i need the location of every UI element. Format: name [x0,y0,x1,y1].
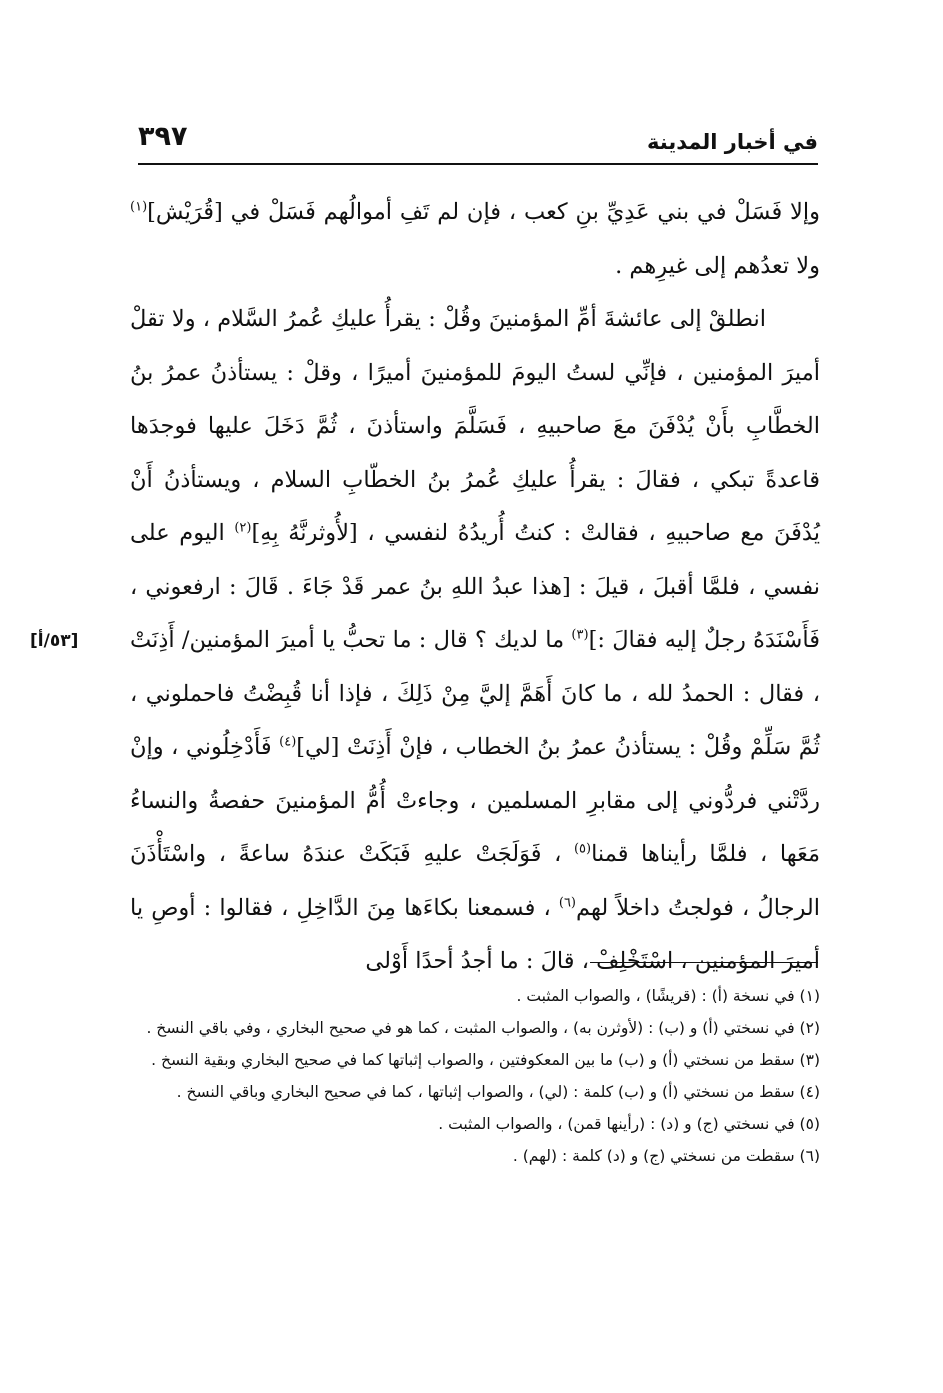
footnote-1: (١) في نسخة (أ) : (قريشًا) ، والصواب المثبت . [516,987,820,1005]
footnotes-list [130,980,820,1172]
footnote-separator [590,962,818,963]
footnote-ref-6: (٦) [558,895,576,910]
paragraph-2-text-4: فَأَدْخِلُوني ، وإنْ ردَّتْني فردُّوني إلى مقابرِ المسلمين ، وجاءتْ أُمُّ المؤمنينَ حفصةُ والنساءُ مَعَها ، فلمَّا رأيناها قمنا [130,734,820,867]
running-title: في أخبار المدينة [647,130,818,154]
page-header [138,120,818,160]
footnote-ref-5: (٥) [573,841,592,857]
paragraph-1 [130,186,820,293]
header-rule [138,163,818,165]
page-number: ٣٩٧ [138,121,188,152]
paragraph-1-text: وإلا فَسَلْ في بني عَدِيِّ بنِ كعب ، فإن لم تَفِ أموالُهم فَسَلْ في [قُرَيْش] [147,199,820,225]
paragraph-2-text-2: اليوم على نفسي ، فلمَّا أقبلَ ، قيلَ : [هذا عبدُ اللهِ بنُ عمر قَدْ جَاءَ . قَالَ : ارفعوني ، فَأَسْنَدَهُ رجلٌ إليه فقالَ :] [130,520,820,653]
footnote-2: (٢) في نسختي (أ) و (ب) : (لأوثرن به) ، والصواب المثبت ، كما هو في صحيح البخاري ، وفي باقي النسخ . [146,1019,820,1037]
footnote-ref-2: (٢) [234,520,252,536]
paragraph-2-text: انطلقْ إلى عائشةَ أمِّ المؤمنينَ وقُلْ : يقرأُ عليكِ عُمرُ السَّلام ، ولا تقلْ أميرَ المؤمنين ، فإنِّي لستُ اليومَ للمؤمنينَ أميرًا ، وقلْ : يستأذنُ عمرُ بنُ الخطَّابِ بأَنْ يُدْفَنَ معَ صاحبيهِ ، فَسَلَّمَ واستأذنَ ، ثُمَّ دَخَلَ عليها فوجدَها قاعدةً تبكي ، فقالَ : يقرأُ عليكِ عُمرُ بنُ الخطّابِ السلام ، ويستأذنُ أَنْ يُدْفَنَ مع صاحبيهِ ، فقالتْ : كنتُ أُريدُهُ لنفسي ، [لأُوثرنَّهُ بِهِ] [130,306,820,546]
main-text [130,186,820,989]
footnote-5: (٥) في نسختي (ج) و (د) : (رأينها قمن) ، والصواب المثبت . [438,1115,820,1133]
footnote-3: (٣) سقط من نسختي (أ) و (ب) ما بين المعكوفتين ، والصواب إثباتها كما في صحيح البخاري وبقية النسخ . [151,1051,820,1069]
paragraph-2-text-3: ما لديك ؟ قال : ما تحبُّ يا أميرَ المؤمنين/ أَذِنَتْ ، فقال : الحمدُ لله ، ما كانَ أَهَمَّ إليَّ مِنْ ذَلِكَ ، فإذا أنا قُبِضْتُ فاحملوني ، ثُمَّ سَلِّمْ وقُلْ : يستأذنُ عمرُ بنُ الخطاب ، فإنْ أَذِنَتْ [لي] [130,627,820,760]
paragraph-2 [130,293,820,989]
footnote-ref-4: (٤) [279,734,297,750]
footnote-6: (٦) سقطت من نسختي (ج) و (د) كلمة : (لهم) . [512,1147,820,1165]
paragraph-1-tail: ولا تعدُهم إلى غيرِهم . [615,252,820,279]
paragraph-2-text-5: ، فَوَلَجَتْ عليهِ فَبَكَتْ عندَهُ ساعةً ، واسْتَأْذَنَ الرجالُ ، فولجتُ داخلاً لهم [130,841,820,921]
footnote-ref-1: (١) [130,199,148,215]
manuscript-folio-marker: [٥٣/أ] [30,631,79,651]
paragraph-2-text-6: ، فسمعنا بكاءَها مِنَ الدَّاخِلِ ، فقالوا : أوصِ يا أميرَ المؤمنين ، اسْتَخْلِفْ ، قالَ : ما أجدُ أحدًا أَوْلى [130,894,820,974]
footnote-ref-3: (٣) [571,627,589,643]
footnote-4: (٤) سقط من نسختي (أ) و (ب) كلمة : (لي) ، والصواب إثباتها ، كما في صحيح البخاري وباقي النسخ . [176,1083,820,1101]
